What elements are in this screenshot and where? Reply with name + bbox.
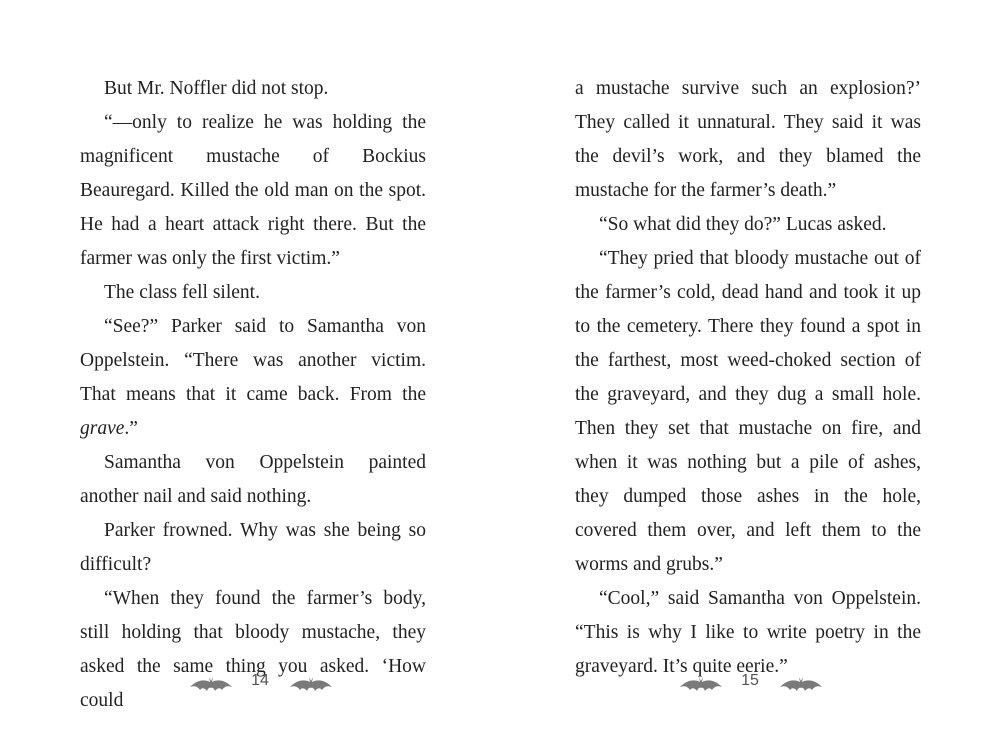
paragraph-closing: .” (124, 418, 138, 439)
page-number: 14 (251, 672, 269, 689)
paragraph: “So what did they do?” Lucas asked. (599, 214, 887, 235)
paragraph-text: “See?” Parker said to Samantha von Oppelstein. “There was another victim. That means that it came back. From the (80, 316, 426, 405)
paragraph (80, 310, 426, 446)
paragraph: Parker frowned. Why was she being so difficult? (80, 520, 426, 575)
emphasized-word: grave (80, 418, 125, 439)
paragraph: “Cool,” said Samantha von Oppelstein. “This is why I like to write poetry in the graveyard. It’s quite eerie.” (575, 588, 921, 677)
paragraph: But Mr. Noffler did not stop. (104, 78, 329, 99)
bat-icon (188, 673, 234, 695)
right-page-footer (670, 667, 830, 701)
paragraph-continued: a mustache survive such an explosion?’ They called it unnatural. They said it was the devil’s work, and they blamed the mustache for the farmer’s death.” (575, 78, 921, 201)
left-page-footer (180, 667, 340, 701)
paragraph: Samantha von Oppelstein painted another nail and said nothing. (80, 452, 426, 507)
bat-icon (678, 673, 724, 695)
page-number: 15 (741, 672, 759, 689)
paragraph: The class fell silent. (104, 282, 260, 303)
bat-icon (288, 673, 334, 695)
paragraph: “When they found the farmer’s body, still holding that bloody mustache, they asked the same thing you asked. ‘How could (80, 588, 426, 711)
paragraph: “They pried that bloody mustache out of the farmer’s cold, dead hand and took it up to the cemetery. There they found a spot in the farthest, most weed-choked section of the graveyard, and they dug a small hole. Then they set that mustache on fire, and when it was nothing but a pile of ashes, they dumped those ashes in the hole, covered them over, and left them to the worms and grubs.” (575, 248, 921, 575)
right-page (575, 72, 921, 677)
paragraph: “—only to realize he was holding the magnificent mustache of Bockius Beauregard. Killed the old man on the spot. He had a heart attack right there. But the farmer was only the first victim.” (80, 112, 426, 269)
bat-icon (778, 673, 824, 695)
